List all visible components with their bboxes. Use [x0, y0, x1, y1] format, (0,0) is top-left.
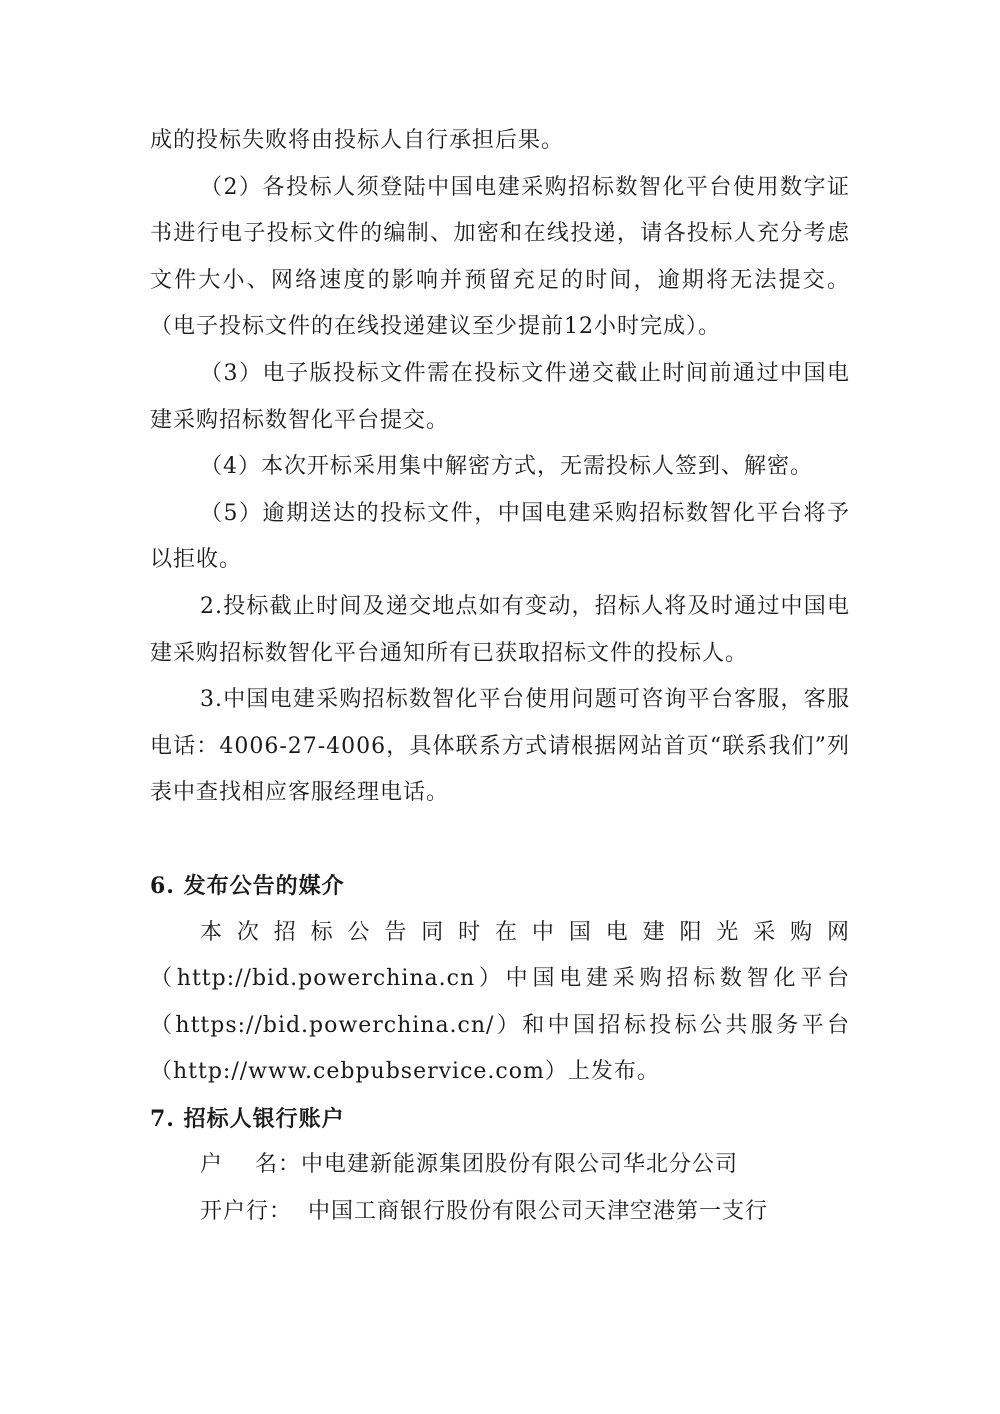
point-3-paragraph: 3.中国电建采购招标数智化平台使用问题可咨询平台客服，客服电话：4006-27-4006，具体联系方式请根据网站首页“联系我们”列表中查找相应客服经理电话。 — [150, 687, 850, 806]
point-2-paragraph: 2.投标截止时间及递交地点如有变动，招标人将及时通过中国电建采购招标数智化平台通知所有已获取招标文件的投标人。 — [150, 593, 850, 666]
section-gap — [150, 817, 850, 863]
section-6-line-4: （http://www.cebpubservice.com）上发布。 — [150, 1059, 660, 1085]
bank-value: 中国工商银行股份有限公司天津空港第一支行 — [308, 1199, 769, 1225]
section-6-line-3: （https://bid.powerchina.cn/）和中国招标投标公共服务平台 — [150, 1012, 850, 1038]
document-page — [150, 118, 850, 1236]
item-4-paragraph: （4）本次开标采用集中解密方式，无需投标人签到、解密。 — [200, 454, 813, 480]
item-2-paragraph: （2）各投标人须登陆中国电建采购招标数智化平台使用数字证书进行电子投标文件的编制、加密和在线投递，请各投标人充分考虑文件大小、网络速度的影响并预留充足的时间，逾期将无法提交。（电子投标文件的在线投递建议至少提前12小时完成）。 — [150, 174, 850, 340]
section-6-line-1: 本次招标公告同时在中国电建阳光采购网 — [200, 919, 850, 945]
item-5-paragraph: （5）逾期送达的投标文件，中国电建采购招标数智化平台将予以拒收。 — [150, 500, 850, 573]
item-3-paragraph: （3）电子版投标文件需在投标文件递交截止时间前通过中国电建采购招标数智化平台提交。 — [150, 360, 850, 433]
section-7-heading: 7. 招标人银行账户 — [150, 1105, 345, 1132]
continuation-text: 成的投标失败将由投标人自行承担后果。 — [150, 128, 565, 153]
section-6-line-2: （http://bid.powerchina.cn）中国电建采购招标数智化平台 — [150, 966, 850, 992]
bank-row — [150, 1189, 850, 1236]
account-name-row — [150, 1142, 850, 1189]
bank-label: 开户行： — [200, 1199, 308, 1225]
section-6-heading: 6. 发布公告的媒介 — [150, 872, 345, 899]
account-name-label: 户 名： — [200, 1152, 301, 1178]
account-name-value: 中电建新能源集团股份有限公司华北分公司 — [300, 1152, 738, 1178]
